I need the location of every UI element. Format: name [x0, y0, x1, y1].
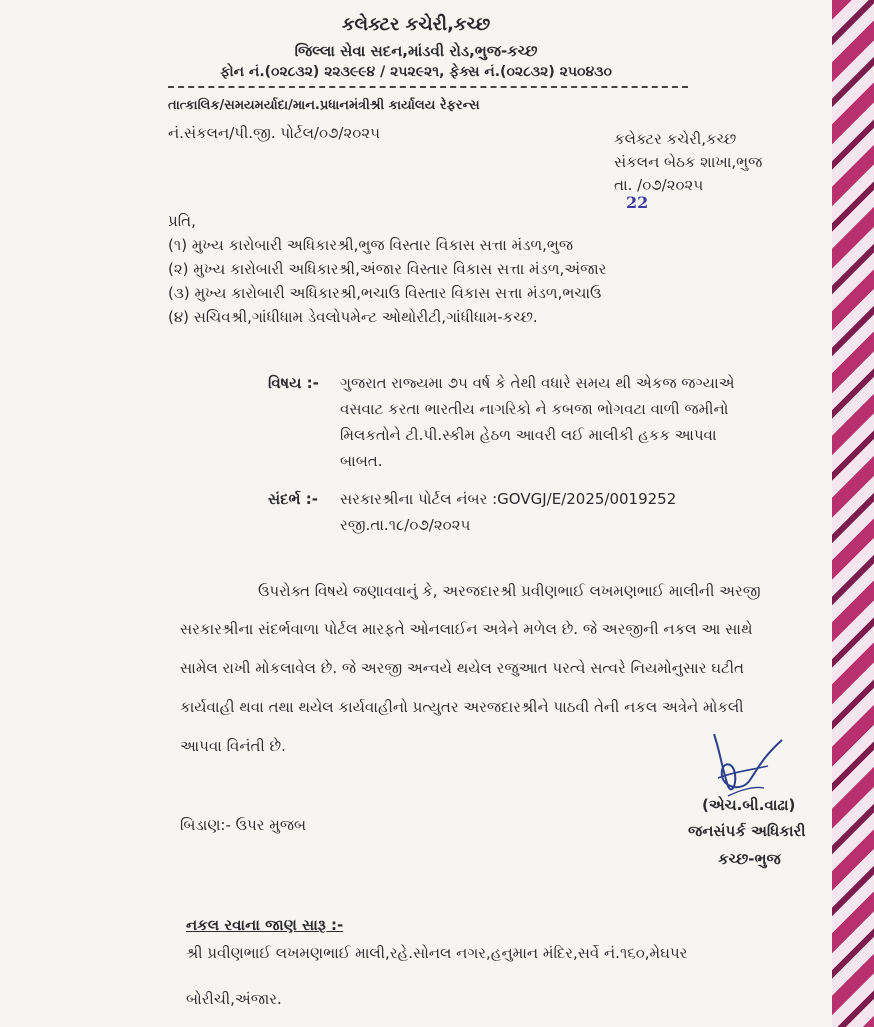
letter-number: નં.સંકલન/પી.જી. પોર્ટલ/૦૭/૨૦૨૫: [168, 124, 380, 142]
recipient-item: (૩) મુખ્ય કારોબારી અધિકારશ્રી,ભચાઉ વિસ્તાર વિકાસ સત્તા મંડળ,ભચાઉ: [168, 284, 602, 302]
recipients-heading: પ્રતિ,: [168, 212, 196, 230]
reference-label: સંદર્ભ :-: [268, 490, 318, 508]
subject-line: બાબત.: [340, 452, 383, 470]
sender-office: કલેક્ટર કચેરી,કચ્છ: [614, 130, 737, 148]
signatory-title: જનસંપર્ક અધિકારી: [688, 822, 806, 840]
subject-label: વિષય :-: [268, 374, 319, 392]
body-line: કાર્યવાહી થવા તથા થયેલ કાર્યવાહીનો પ્રત્યુતર અરજદારશ્રીને પાઠવી તેની નકલ અત્રેને મોકલી: [180, 698, 744, 716]
letterhead-address: જિલ્લા સેવા સદન,માંડવી રોડ,ભુજ-કચ્છ: [294, 42, 538, 60]
body-line: આપવા વિનંતી છે.: [180, 737, 286, 755]
subject-line: ગુજરાત રાજ્યમા ૭૫ વર્ષ કે તેથી વધારે સમય થી એકજ જગ્યાએ: [340, 374, 735, 392]
copy-recipient-line: બોરીચી,અંજાર.: [186, 990, 282, 1008]
reference-portal-number: સરકારશ્રીના પોર્ટલ નંબર :GOVGJ/E/2025/0019252: [340, 490, 677, 508]
body-line: ઉપરોક્ત વિષયે જણાવવાનું કે, અરજદારશ્રી પ્રવીણભાઈ લખમણભાઈ માલીની અરજી: [258, 582, 761, 600]
subject-line: વસવાટ કરતા ભારતીય નાગરિકો ને કબજા ભોગવટા વાળી જમીનો: [340, 400, 729, 418]
recipient-item: (૪) સચિવશ્રી,ગાંધીધામ ડેવલોપમેન્ટ ઓથોરીટી,ગાંધીધામ-કચ્છ.: [168, 308, 538, 326]
body-line: સામેલ રાખી મોકલાવેલ છે. જે અરજી અન્વયે થયેલ રજુઆત પરત્વે સત્વરે નિયમોનુસાર ઘટીત: [180, 659, 744, 677]
copy-heading: નકલ રવાના જાણ સારૂ :-: [186, 916, 344, 934]
subject-line: મિલકતોને ટી.પી.સ્કીમ હેઠળ આવરી લઈ માલીકી હકક આપવા: [340, 426, 717, 444]
urgency-reference-line: તાત્કાલિક/સમયમર્યાદા/માન.પ્રધાનમંત્રીશ્રી કાર્યાલય રેફરન્સ: [168, 98, 480, 113]
enclosure-note: બિડાણ:- ઉપર મુજબ: [180, 816, 307, 834]
body-line: સરકારશ્રીના સંદર્ભવાળા પોર્ટલ મારફતે ઓનલાઈન અત્રેને મળેલ છે. જે અરજીની નકલ આ સાથે: [180, 620, 753, 638]
sender-branch: સંકલન બેઠક શાખા,ભુજ: [614, 153, 763, 171]
handwritten-date-day: 22: [626, 193, 649, 212]
letterhead-office: કલેક્ટર કચેરી,કચ્છ: [341, 14, 491, 35]
recipient-item: (૨) મુખ્ય કારોબારી અધિકારશ્રી,અંજાર વિસ્તાર વિકાસ સત્તા મંડળ,અંજાર: [168, 260, 607, 278]
signatory-name: (એચ.બી.વાઢા): [702, 796, 796, 814]
letterhead-phone: ફોન નં.(૦૨૮૩૨) ૨૨૩૯૯૪ / ૨૫૨૯૨૧, ફેક્સ નં.(૦૨૮૩૨) ૨૫૦૪૩૦: [220, 64, 612, 80]
signatory-place: કચ્છ-ભુજ: [718, 850, 781, 868]
copy-recipient-line: શ્રી પ્રવીણભાઈ લખમણભાઈ માલી,રહે.સોનલ નગર,હનુમાન મંદિર,સર્વે નં.૧૬૦,મેઘપર: [186, 944, 688, 962]
pink-fabric-edge: [832, 0, 874, 1027]
header-rule: [168, 86, 688, 88]
letter-date: તા. /૦૭/૨૦૨૫: [614, 176, 704, 194]
recipient-item: (૧) મુખ્ય કારોબારી અધિકારશ્રી,ભુજ વિસ્તાર વિકાસ સત્તા મંડળ,ભુજ: [168, 236, 574, 254]
reference-date: રજી.તા.૧૮/૦૭/૨૦૨૫: [340, 516, 471, 534]
